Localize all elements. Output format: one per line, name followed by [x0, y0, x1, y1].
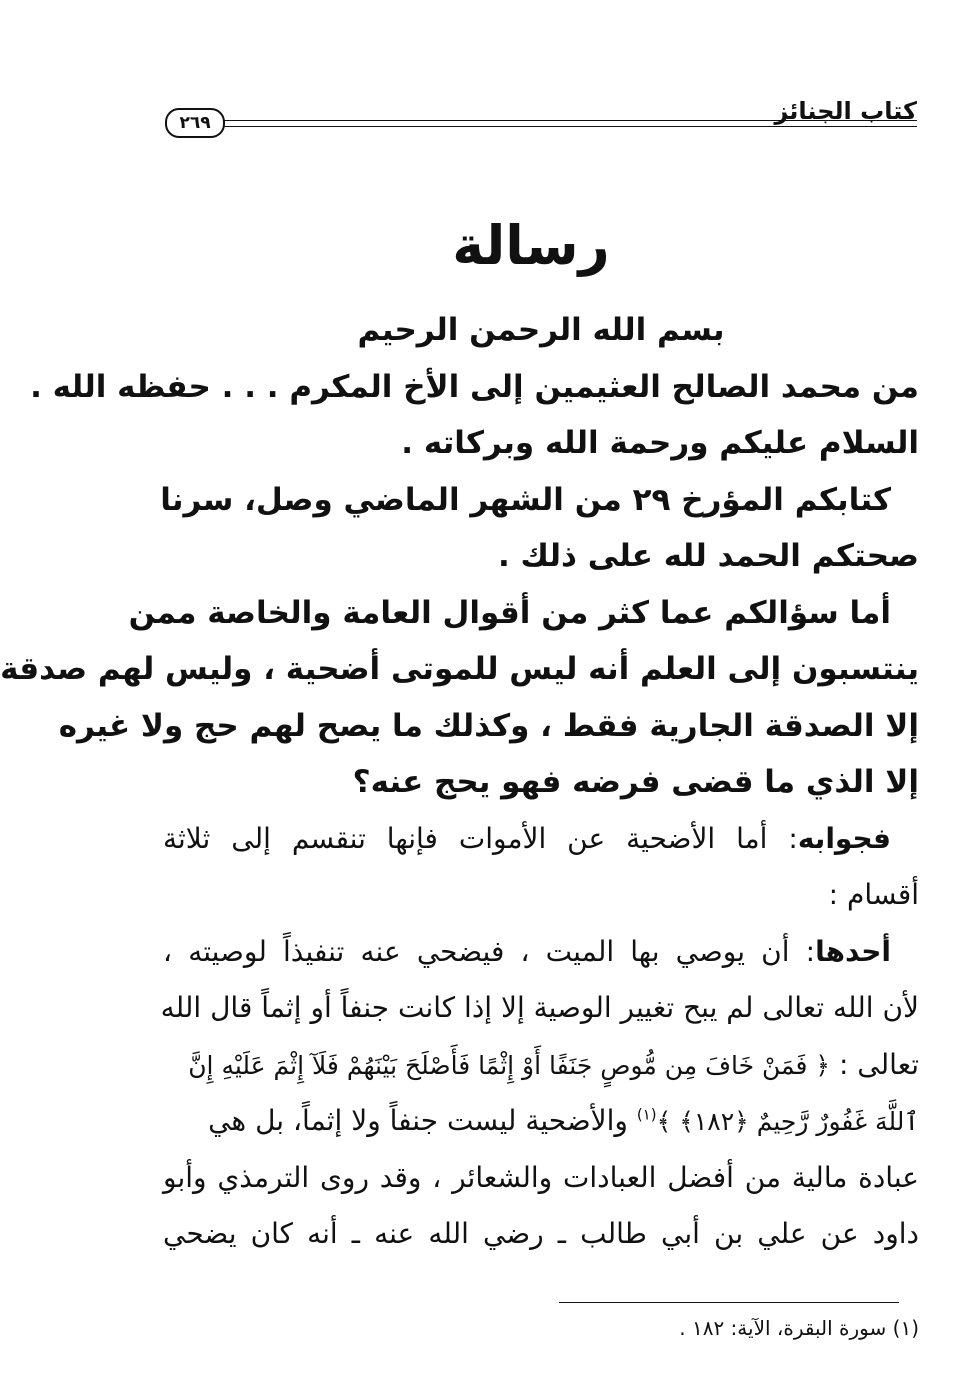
answer-line	[163, 1037, 919, 1094]
answer-line	[163, 811, 919, 868]
para2-line: ينتسبون إلى العلم أنه ليس للموتى أضحية ، وليس لهم صدقة	[0, 651, 919, 687]
answer-line-text: والأضحية ليست جنفاً ولا إثماً، بل هي	[208, 1104, 628, 1137]
first-section-label: أحدها	[815, 934, 891, 968]
answer-line: داود عن علي بن أبي طالب ـ رضي الله عنه ـ أنه كان يضحي	[163, 1217, 919, 1250]
para1-line: صحتكم الحمد لله على ذلك .	[497, 538, 919, 574]
verse-intro: تعالى :	[838, 1047, 919, 1081]
header-rule-top	[209, 120, 917, 121]
para2-line: أما سؤالكم عما كثر من أقوال العامة والخاصة ممن	[128, 594, 891, 631]
footnote-separator	[559, 1302, 899, 1303]
footnote-reference: (١)	[636, 1105, 657, 1124]
answer-line	[163, 1093, 919, 1150]
page-title: رسالة	[452, 214, 610, 277]
letter-from-line: من محمد الصالح العثيمين إلى الأخ المكرم . . . حفظه الله .	[30, 368, 919, 405]
letter-greeting: السلام عليكم ورحمة الله وبركاته .	[401, 425, 919, 461]
quran-verse-end: ٱللَّهَ غَفُورٌ رَّحِيمٌ ﴿١٨٢﴾ ﴾	[656, 1107, 919, 1136]
answer-lead-label: فجوابه	[797, 821, 891, 855]
answer-line: أقسام :	[828, 878, 919, 911]
para1-line: كتابكم المؤرخ ٢٩ من الشهر الماضي وصل، سرنا	[160, 481, 891, 518]
answer-line-text: : أن يوصي بها الميت ، فيضحي عنه تنفيذاً لوصيته ،	[163, 934, 816, 968]
answer-line-text: : أما الأضحية عن الأموات فإنها تنقسم إلى ثلاثة	[163, 821, 798, 855]
para2-line: إلا الصدقة الجارية فقط ، وكذلك ما يصح لهم حج ولا غيره	[58, 707, 919, 744]
answer-line: عبادة مالية من أفضل العبادات والشعائر ، وقد روى الترمذي وأبو	[163, 1160, 919, 1194]
page-body	[0, 302, 919, 1263]
page-number: ٢٦٩	[165, 108, 225, 138]
running-title: كتاب الجنائز	[774, 97, 917, 125]
header-rule-bottom	[209, 126, 917, 127]
footnote: (١) سورة البقرة، الآية: ١٨٢ .	[679, 1316, 919, 1340]
answer-line	[163, 924, 919, 981]
para2-line: إلا الذي ما قضى فرضه فهو يحج عنه؟	[352, 764, 919, 800]
answer-line: لأن الله تعالى لم يبح تغيير الوصية إلا إذا كانت جنفاً أو إثماً قال الله	[160, 991, 919, 1024]
basmala: بسم الله الرحمن الرحيم	[357, 312, 725, 348]
page-header	[165, 96, 917, 140]
quran-verse: ﴿ فَمَنْ خَافَ مِن مُّوصٍ جَنَفًا أَوْ إِثْمًا فَأَصْلَحَ بَيْنَهُمْ فَلَآ إِثْمَ عَلَيْهِ إِنَّ	[188, 1050, 831, 1080]
